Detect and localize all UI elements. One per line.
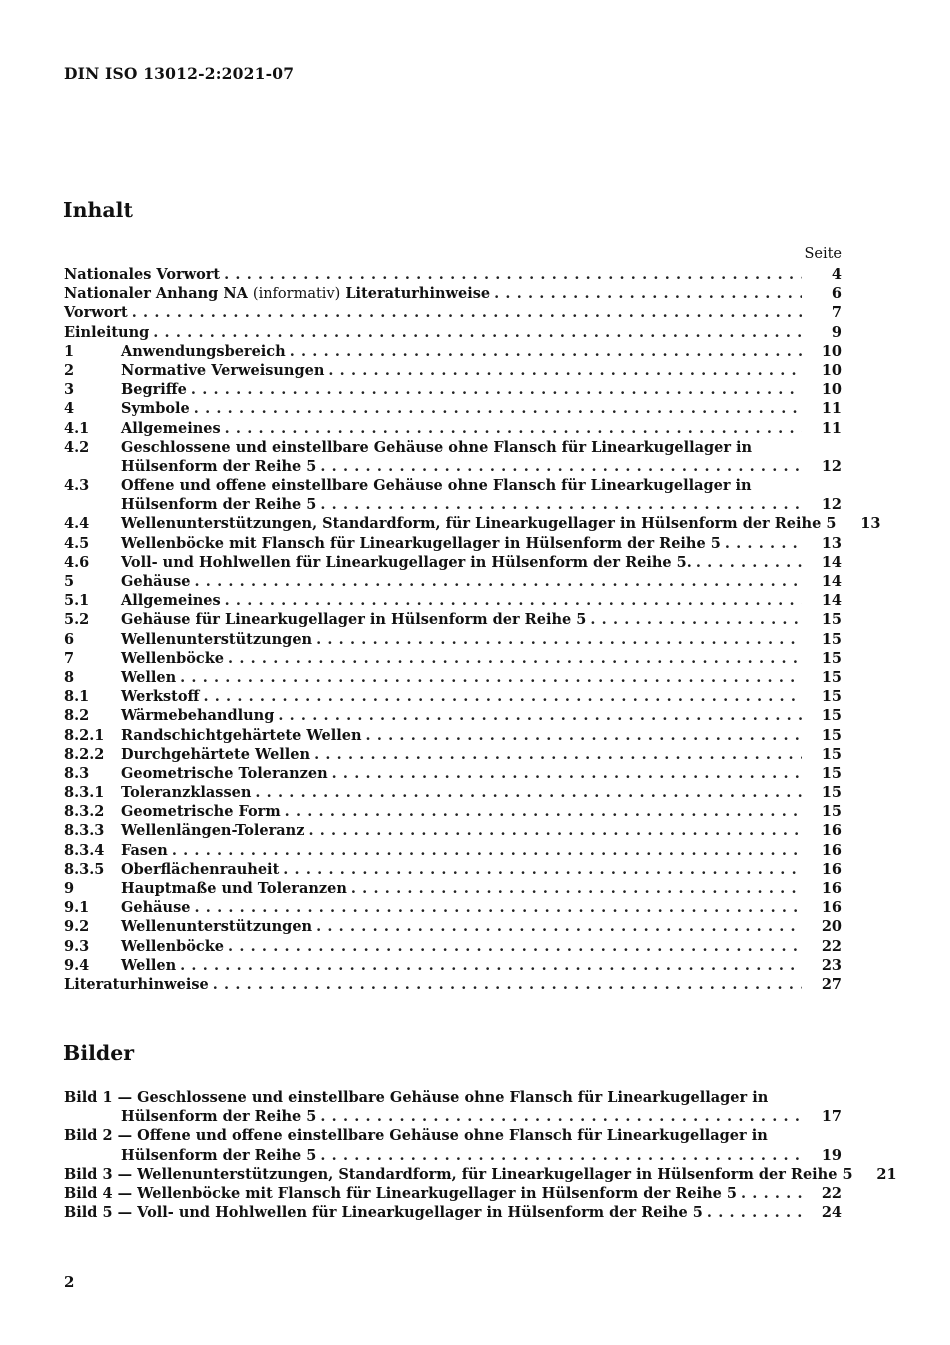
page-number: 2 xyxy=(64,1273,75,1291)
dot-leader xyxy=(332,764,802,783)
toc-entry-number: 4.1 xyxy=(64,419,90,437)
toc-entry-title xyxy=(121,706,278,725)
toc-entry-number: 5.1 xyxy=(64,592,90,610)
toc-entry-page: 7 xyxy=(831,304,842,322)
toc-entry-page: 16 xyxy=(821,841,842,859)
figure-entry-line xyxy=(64,1146,842,1165)
toc-entry-line xyxy=(64,917,842,936)
toc-entry-title-text: Wellenböcke xyxy=(121,937,225,955)
toc-entry-line xyxy=(64,380,842,399)
figure-entry-title-continued: Hülsenform der Reihe 5 xyxy=(121,1146,320,1165)
toc-entry-page: 12 xyxy=(821,496,842,514)
toc-entry-page: 27 xyxy=(821,975,842,993)
toc-entry-title xyxy=(121,399,194,418)
dot-leader xyxy=(285,802,802,821)
dot-leader xyxy=(707,1203,802,1222)
toc-entry-page: 10 xyxy=(821,361,842,379)
toc-entry-page: 12 xyxy=(821,457,842,475)
toc-entry-number: 8.2 xyxy=(64,707,90,725)
toc-entry-title-text: Wellenlängen-Toleranz xyxy=(121,822,305,840)
figure-entry-page: 22 xyxy=(821,1184,842,1202)
toc-entry-title-text: Wellenböcke mit Flansch für Linearkugellager in Hülsenform der Reihe 5 xyxy=(121,534,721,552)
toc-entry-number: 8.2.1 xyxy=(64,726,105,744)
dot-leader xyxy=(225,419,802,438)
dot-leader xyxy=(283,860,802,879)
toc-entry-page: 15 xyxy=(821,784,842,802)
dot-leader xyxy=(696,553,802,572)
toc-entry-number: 9.4 xyxy=(64,956,90,974)
dot-leader xyxy=(172,841,802,860)
toc-entry-title xyxy=(121,821,308,840)
toc-entry-title-text: Nationaler Anhang NA xyxy=(64,285,248,303)
figure-entry-title: Bild 4 — Wellenböcke mit Flansch für Linearkugellager in Hülsenform der Reihe 5 xyxy=(64,1184,741,1203)
toc-entry-title-text: Fasen xyxy=(121,841,168,859)
toc-entry-title xyxy=(121,514,840,533)
dot-leader xyxy=(366,726,802,745)
dot-leader xyxy=(351,879,802,898)
dot-leader xyxy=(191,380,802,399)
toc-entry-title-text: Oberflächenrauheit xyxy=(121,860,280,878)
page-column-label: Seite xyxy=(804,246,842,262)
figure-entry-title: Bild 1 — Geschlossene und einstellbare Gehäuse ohne Flansch für Linearkugellager in xyxy=(64,1088,772,1107)
toc-entry-page: 20 xyxy=(821,918,842,936)
toc-entry-number: 8.3.2 xyxy=(64,803,105,821)
toc-entry-title xyxy=(121,630,316,649)
toc-entry-title-text: Wellenunterstützungen xyxy=(121,918,313,936)
toc-entry-number: 8.3.5 xyxy=(64,860,105,878)
toc-entry-title-text: Symbole xyxy=(121,400,190,418)
figure-entry-page: 21 xyxy=(876,1165,897,1183)
toc-entry-page: 15 xyxy=(821,668,842,686)
toc-entry-title-text: Anwendungsbereich xyxy=(121,342,286,360)
toc-entry-page: 23 xyxy=(821,956,842,974)
figure-entry-page: 24 xyxy=(821,1204,842,1222)
toc-entry-page: 11 xyxy=(821,400,842,418)
dot-leader xyxy=(316,917,802,936)
toc-entry-line xyxy=(64,975,842,994)
dot-leader xyxy=(278,706,802,725)
contents-heading: Inhalt xyxy=(63,198,133,222)
dot-leader xyxy=(180,668,802,687)
toc-entry-page: 13 xyxy=(821,534,842,552)
figure-entry-line xyxy=(64,1165,897,1184)
toc-entry-title: Offene und offene einstellbare Gehäuse ohne Flansch für Linearkugellager in xyxy=(121,476,756,495)
toc-entry-page: 16 xyxy=(821,860,842,878)
dot-leader xyxy=(180,956,802,975)
figure-entry-line xyxy=(64,1184,842,1203)
dot-leader xyxy=(194,898,802,917)
toc-entry-page: 14 xyxy=(821,553,842,571)
toc-entry-title-text: Geometrische Toleranzen xyxy=(121,764,328,782)
toc-entry-page: 15 xyxy=(821,630,842,648)
dot-leader xyxy=(153,323,802,342)
toc-entry-title xyxy=(121,841,172,860)
toc-entry-title-text: Wellenunterstützungen, Standardform, für Linearkugellager in Hülsenform der Reihe 5 xyxy=(121,515,837,533)
toc-entry-title-text: Normative Verweisungen xyxy=(121,361,325,379)
toc-entry-line xyxy=(64,745,842,764)
toc-entry-page: 16 xyxy=(821,899,842,917)
toc-entry-line xyxy=(64,726,842,745)
toc-entry-number: 8.1 xyxy=(64,688,90,706)
dot-leader xyxy=(320,495,802,514)
figure-entry-line xyxy=(64,1088,842,1107)
toc-entry-line xyxy=(64,687,842,706)
toc-entry-title-tail: Literaturhinweise xyxy=(345,285,491,303)
toc-entry-page: 16 xyxy=(821,880,842,897)
toc-entry-page: 15 xyxy=(821,803,842,821)
dot-leader xyxy=(194,572,802,591)
toc-entry-line xyxy=(64,495,842,514)
figures-heading: Bilder xyxy=(63,1041,135,1065)
toc-entry-page: 15 xyxy=(821,764,842,782)
toc-entry-number: 3 xyxy=(64,381,75,399)
toc-entry-title-text: Wärmebehandlung xyxy=(121,707,275,725)
dot-leader xyxy=(225,591,802,610)
toc-entry-title xyxy=(121,534,725,553)
toc-entry-title-text: Gehäuse für Linearkugellager in Hülsenform der Reihe 5 xyxy=(121,611,587,629)
dot-leader xyxy=(290,342,802,361)
toc-entry-number: 5 xyxy=(64,573,75,590)
toc-entry-number: 4 xyxy=(64,400,75,418)
toc-entry-number: 4.4 xyxy=(64,515,90,533)
toc-entry-title xyxy=(121,956,180,975)
figure-entry-title: Bild 5 — Voll- und Hohlwellen für Linearkugellager in Hülsenform der Reihe 5 xyxy=(64,1203,707,1222)
toc-entry-title-text: Durchgehärtete Wellen xyxy=(121,745,311,763)
toc-entry-line xyxy=(64,514,881,533)
toc-entry-line xyxy=(64,399,842,418)
toc-entry-number: 9.1 xyxy=(64,899,90,917)
toc-entry-title-text: Werkstoff xyxy=(121,688,200,706)
toc-entry-line xyxy=(64,419,842,438)
toc-entry-title-text: Hauptmaße und Toleranzen xyxy=(121,880,347,897)
dot-leader xyxy=(224,265,802,284)
toc-entry-line xyxy=(64,649,842,668)
toc-entry-title-text: Allgemeines xyxy=(121,419,221,437)
dot-leader xyxy=(320,1107,802,1126)
toc-entry-title-text: Toleranzklassen xyxy=(121,784,252,802)
toc-entry-line xyxy=(64,821,842,840)
toc-entry-number: 8.3.4 xyxy=(64,841,105,859)
toc-entry-title-text: Geometrische Form xyxy=(121,803,281,821)
toc-entry-line xyxy=(64,553,842,572)
toc-entry-title: Geschlossene und einstellbare Gehäuse ohne Flansch für Linearkugellager in xyxy=(121,438,756,457)
toc-entry-number: 7 xyxy=(64,649,75,667)
toc-entry-number: 4.6 xyxy=(64,553,90,571)
toc-entry-number: 9 xyxy=(64,880,75,897)
dot-leader xyxy=(213,975,802,994)
toc-entry-line xyxy=(64,956,842,975)
toc-entry-title-text: Vorwort xyxy=(64,304,128,322)
toc-entry-number: 6 xyxy=(64,630,75,648)
toc-entry-page: 11 xyxy=(821,419,842,437)
toc-entry-line xyxy=(64,534,842,553)
toc-entry-title xyxy=(121,668,180,687)
dot-leader xyxy=(203,687,802,706)
toc-entry-title-text: Allgemeines xyxy=(121,592,221,610)
dot-leader xyxy=(741,1184,802,1203)
toc-entry-number: 8.3 xyxy=(64,764,90,782)
dot-leader xyxy=(308,821,802,840)
list-of-figures xyxy=(64,1088,897,1222)
toc-entry-page: 15 xyxy=(821,707,842,725)
toc-entry-title xyxy=(121,764,332,783)
toc-entry-title xyxy=(64,265,224,284)
toc-entry-title-text: Literaturhinweise xyxy=(64,975,209,993)
table-of-contents xyxy=(64,265,881,994)
figure-entry-title: Bild 3 — Wellenunterstützungen, Standardform, für Linearkugellager in Hülsenform der Reihe 5 xyxy=(64,1165,857,1184)
figure-entry-title: Bild 2 — Offene und offene einstellbare Gehäuse ohne Flansch für Linearkugellager in xyxy=(64,1126,772,1145)
toc-entry-title-text: Wellen xyxy=(121,668,177,686)
dot-leader xyxy=(228,937,802,956)
toc-entry-line xyxy=(64,323,842,342)
toc-entry-number: 8.3.3 xyxy=(64,822,105,840)
toc-entry-line xyxy=(64,783,842,802)
toc-entry-line xyxy=(64,457,842,476)
toc-entry-page: 10 xyxy=(821,342,842,360)
document-id: DIN ISO 13012-2:2021-07 xyxy=(64,64,295,83)
toc-entry-title xyxy=(64,975,213,994)
toc-entry-line xyxy=(64,591,842,610)
toc-entry-page: 4 xyxy=(831,266,842,283)
toc-entry-page: 10 xyxy=(821,381,842,399)
toc-entry-line xyxy=(64,342,842,361)
dot-leader xyxy=(590,610,802,629)
toc-entry-page: 6 xyxy=(831,285,842,303)
toc-entry-line xyxy=(64,668,842,687)
toc-entry-title-text: Nationales Vorwort xyxy=(64,266,221,283)
toc-entry-line xyxy=(64,361,842,380)
toc-entry-page: 22 xyxy=(821,937,842,955)
toc-entry-line xyxy=(64,265,842,284)
toc-entry-page: 13 xyxy=(860,515,881,533)
toc-entry-number: 4.3 xyxy=(64,477,90,495)
figure-entry-line xyxy=(64,1107,842,1126)
toc-entry-number: 8.2.2 xyxy=(64,745,105,763)
toc-entry-title xyxy=(121,879,351,898)
toc-entry-line xyxy=(64,841,842,860)
toc-entry-title-text: Randschichtgehärtete Wellen xyxy=(121,726,362,744)
toc-entry-line xyxy=(64,937,842,956)
toc-entry-number: 8 xyxy=(64,668,75,686)
toc-entry-title xyxy=(121,687,203,706)
toc-entry-title-text: Gehäuse xyxy=(121,899,191,917)
toc-entry-title-continued: Hülsenform der Reihe 5 xyxy=(121,457,320,476)
toc-entry-page: 15 xyxy=(821,726,842,744)
toc-entry-page: 15 xyxy=(821,611,842,629)
toc-entry-title xyxy=(121,342,290,361)
toc-entry-page: 15 xyxy=(821,688,842,706)
toc-entry-title-text: Gehäuse xyxy=(121,573,191,590)
figure-entry-page: 17 xyxy=(821,1108,842,1126)
toc-entry-number: 4.2 xyxy=(64,438,90,456)
toc-entry-page: 9 xyxy=(831,323,842,341)
toc-entry-title xyxy=(121,380,191,399)
toc-entry-title xyxy=(121,649,228,668)
toc-entry-number: 9.3 xyxy=(64,937,90,955)
dot-leader xyxy=(194,399,802,418)
toc-entry-page: 15 xyxy=(821,649,842,667)
toc-entry-title xyxy=(121,898,194,917)
toc-entry-title-text: Wellenunterstützungen xyxy=(121,630,313,648)
toc-entry-note: (informativ) xyxy=(252,286,341,303)
toc-entry-title xyxy=(121,419,225,438)
toc-entry-line xyxy=(64,630,842,649)
toc-entry-page: 14 xyxy=(821,573,842,590)
toc-entry-title xyxy=(64,284,494,304)
toc-entry-title xyxy=(121,610,590,629)
toc-entry-number: 9.2 xyxy=(64,918,90,936)
toc-entry-line xyxy=(64,764,842,783)
toc-entry-title xyxy=(121,553,696,572)
toc-entry-title-text: Wellenböcke xyxy=(121,649,225,667)
toc-entry-page: 15 xyxy=(821,745,842,763)
toc-entry-title xyxy=(121,937,228,956)
figure-entry-page: 19 xyxy=(821,1146,842,1164)
toc-entry-title-continued: Hülsenform der Reihe 5 xyxy=(121,495,320,514)
dot-leader xyxy=(255,783,802,802)
dot-leader xyxy=(228,649,802,668)
toc-entry-title-text: Einleitung xyxy=(64,323,150,341)
toc-entry-line xyxy=(64,303,842,322)
toc-entry-number: 2 xyxy=(64,361,75,379)
toc-entry-title xyxy=(121,802,285,821)
toc-entry-line xyxy=(64,898,842,917)
toc-entry-title-text: Begriffe xyxy=(121,381,187,399)
toc-entry-number: 5.2 xyxy=(64,611,90,629)
toc-entry-line xyxy=(64,802,842,821)
toc-entry-title xyxy=(121,860,283,879)
toc-entry-title-text: Wellen xyxy=(121,956,177,974)
toc-entry-title xyxy=(121,783,255,802)
toc-entry-page: 14 xyxy=(821,592,842,610)
dot-leader xyxy=(494,284,802,303)
toc-entry-title xyxy=(121,726,366,745)
dot-leader xyxy=(132,303,802,322)
toc-entry-title xyxy=(64,303,132,322)
figure-entry-title-continued: Hülsenform der Reihe 5 xyxy=(121,1107,320,1126)
toc-entry-line xyxy=(64,476,842,495)
toc-entry-title xyxy=(121,917,316,936)
toc-entry-line xyxy=(64,610,842,629)
toc-entry-number: 4.5 xyxy=(64,534,90,552)
toc-entry-title-text: Voll- und Hohlwellen für Linearkugellager in Hülsenform der Reihe 5. xyxy=(121,553,692,571)
toc-entry-number: 8.3.1 xyxy=(64,784,105,802)
toc-entry-line xyxy=(64,706,842,725)
toc-entry-title xyxy=(121,591,225,610)
dot-leader xyxy=(320,1146,802,1165)
dot-leader xyxy=(320,457,802,476)
toc-entry-title xyxy=(121,361,328,380)
toc-entry-line xyxy=(64,284,842,303)
dot-leader xyxy=(725,534,802,553)
toc-entry-line xyxy=(64,879,842,898)
toc-entry-title xyxy=(121,572,194,591)
figure-entry-line xyxy=(64,1126,842,1145)
dot-leader xyxy=(316,630,802,649)
figure-entry-line xyxy=(64,1203,842,1222)
toc-entry-number: 1 xyxy=(64,342,75,360)
toc-entry-line xyxy=(64,438,842,457)
toc-entry-page: 16 xyxy=(821,822,842,840)
dot-leader xyxy=(314,745,802,764)
toc-entry-line xyxy=(64,572,842,591)
dot-leader xyxy=(328,361,802,380)
toc-entry-title xyxy=(64,323,153,342)
toc-entry-line xyxy=(64,860,842,879)
toc-entry-title xyxy=(121,745,314,764)
